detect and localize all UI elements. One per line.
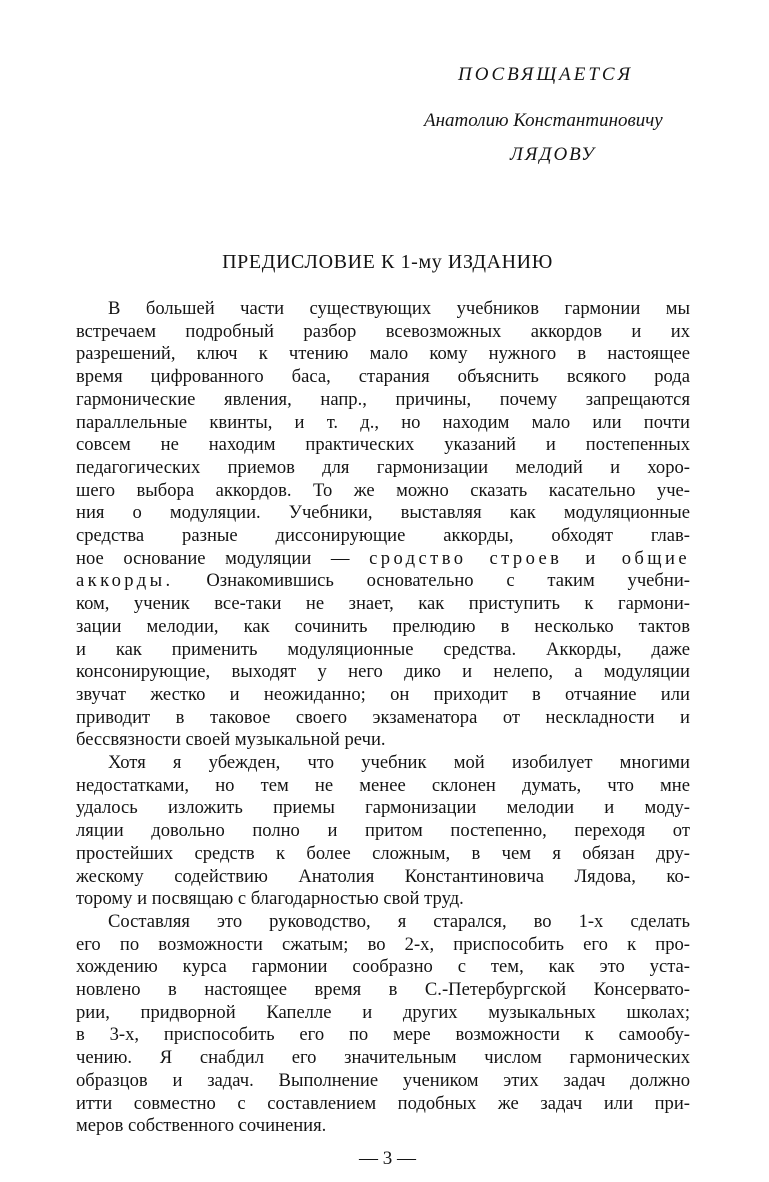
paragraph-3-line-3: хождению курса гармонии сообразно с тем, как это уста- <box>76 956 690 978</box>
paragraph-1-line-16: и как применить модуляционные средства. Аккорды, даже <box>76 638 690 660</box>
paragraph-3-line-7: чению. Я снабдил его значительным числом гармонических <box>76 1047 690 1069</box>
paragraph-2-line-3: удалось изложить приемы гармонизации мелодии и моду- <box>76 797 690 819</box>
paragraph-1-line-13 <box>76 570 690 592</box>
line-13-spaced-term: аккорды. <box>76 570 174 592</box>
paragraph-2-line-5: простейших средств к более сложным, в чем я обязан дру- <box>76 842 690 864</box>
paragraph-1-line-4: время цифрованного баса, старания объяснить всякого рода <box>76 366 690 388</box>
paragraph-1-line-18: звучат жестко и неожиданно; он приходит в отчаяние или <box>76 683 690 705</box>
paragraph-1-line-8: педагогических приемов для гармонизации мелодий и хоро- <box>76 456 690 478</box>
paragraph-1-line-20: бессвязности своей музыкальной речи. <box>76 729 386 751</box>
paragraph-3-line-2: его по возможности сжатым; во 2-х, приспособить его к про- <box>76 933 690 955</box>
paragraph-1-line-2: встречаем подробный разбор всевозможных аккордов и их <box>76 320 690 342</box>
paragraph-3-line-8: образцов и задач. Выполнение учеником этих задач должно <box>76 1069 690 1091</box>
line-12-spaced-term: сродство строев и общие <box>369 547 690 569</box>
paragraph-3-line-5: рии, придворной Капелле и других музыкальных школах; <box>76 1001 690 1023</box>
paragraph-3-line-4: новлено в настоящее время в С.-Петербургской Консервато- <box>76 979 690 1000</box>
page-number: — 3 — <box>359 1147 416 1169</box>
paragraph-3-line-9: итти совместно с составлением подобных же задач или при- <box>76 1092 690 1114</box>
paragraph-1-line-15: зации мелодии, как сочинить прелюдию в несколько тактов <box>76 615 690 637</box>
paragraph-3-line-6: в 3-х, приспособить его по мере возможности к самообу- <box>76 1024 690 1046</box>
paragraph-2-line-4: ляции довольно полно и притом постепенно, переходя от <box>76 820 690 842</box>
paragraph-1-line-9: шего выбора аккордов. То же можно сказать касательно уче- <box>76 479 690 501</box>
paragraph-1-line-7: совсем не находим практических указаний и постепенных <box>76 434 690 456</box>
preface-title: ПРЕДИСЛОВИЕ К 1-му ИЗДАНИЮ <box>222 251 553 273</box>
paragraph-1-line-17: консонирующие, выходят у него дико и нелепо, а модуляции <box>76 661 690 683</box>
paragraph-2-line-1: Хотя я убежден, что учебник мой изобилует многими <box>108 752 690 773</box>
line-13-rest: Ознакомившись основательно с таким учебни- <box>206 570 690 592</box>
paragraph-3-line-10: меров собственного сочинения. <box>76 1115 327 1137</box>
paragraph-2-line-2: недостатками, но тем не менее склонен думать, что мне <box>76 774 690 796</box>
paragraph-1-line-10: ния о модуляции. Учебники, выставляя как модуляционные <box>76 502 690 524</box>
paragraph-3-line-1: Составляя это руководство, я старался, во 1-х сделать <box>108 910 690 932</box>
paragraph-2-line-6: жескому содействию Анатолия Константиновича Лядова, ко- <box>76 865 690 887</box>
paragraph-1-line-5: гармонические явления, напр., причины, почему запрещаются <box>76 388 690 410</box>
paragraph-1-line-12 <box>76 548 690 570</box>
dedication-name: Анатолию Константиновичу <box>424 110 663 131</box>
paragraph-1-line-3: разрешений, ключ к чтению мало кому нужного в настоящее <box>76 343 690 365</box>
dedication-surname: ЛЯДОВУ <box>510 144 596 165</box>
paragraph-1-line-14: ком, ученик все-таки не знает, как приступить к гармони- <box>76 593 690 615</box>
paragraph-2-line-7: торому и посвящаю с благодарностью свой труд. <box>76 888 464 910</box>
paragraph-1-line-11: средства разные диссонирующие аккорды, обходят глав- <box>76 525 690 546</box>
paragraph-1-line-6: параллельные квинты, и т. д., но находим мало или почти <box>76 411 690 433</box>
line-12-lead: ное основание модуляции — <box>76 547 350 569</box>
paragraph-1-line-1: В большей части существующих учебников гармонии мы <box>108 298 690 319</box>
paragraph-1-line-19: приводит в таковое своего экзаменатора от нескладности и <box>76 706 690 728</box>
dedication-label: ПОСВЯЩАЕТСЯ <box>458 64 634 85</box>
